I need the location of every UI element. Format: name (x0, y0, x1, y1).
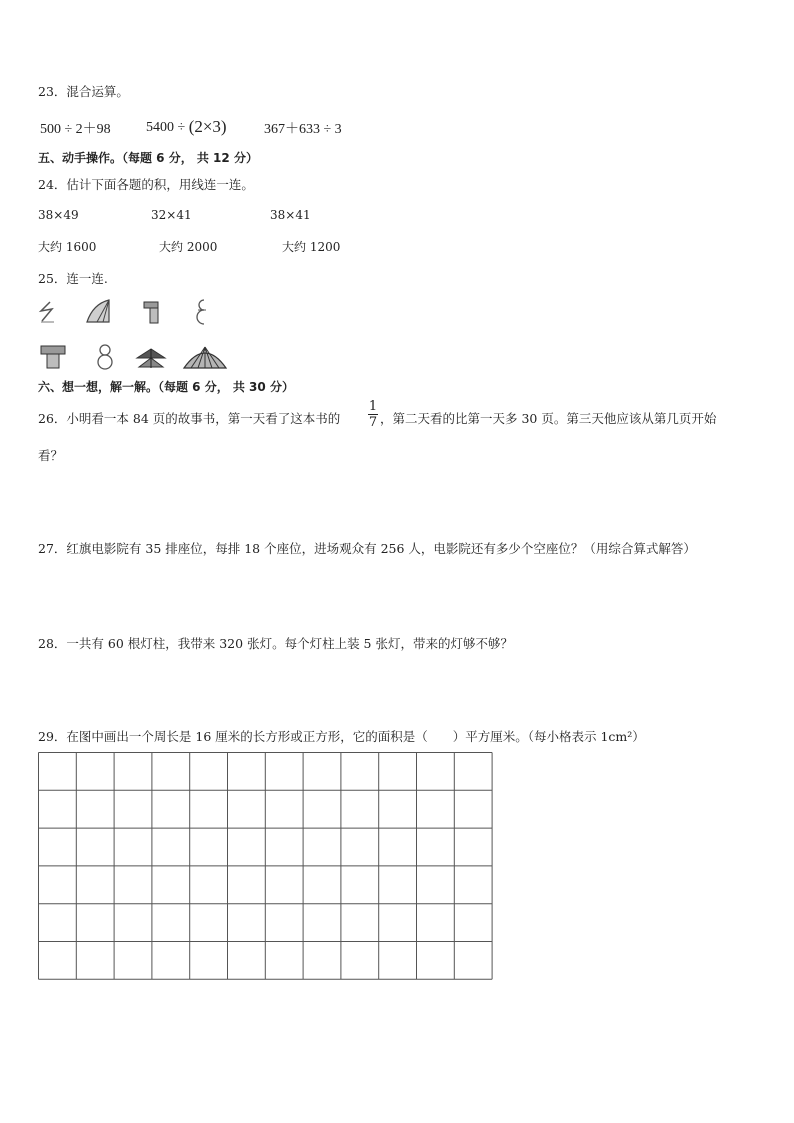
q25-title: 25．连一连. (38, 271, 108, 286)
half-umbrella-shape (85, 298, 113, 324)
q26-text-b: ，第二天看的比第一天多 30 页。第三天他应该从第几页开始 (380, 411, 717, 426)
q26-text-a: 26．小明看一本 84 页的故事书，第一天看了这本书的 (38, 411, 341, 426)
q23-title: 23．混合运算。 (38, 84, 129, 99)
q26-fraction-numerator: 1 (368, 399, 378, 414)
section5-title: 五、动手操作。（每题 6 分， 共 12 分） (38, 151, 258, 165)
q29-text: 29．在图中画出一个周长是 16 厘米的长方形或正方形，它的面积是（ ）平方厘米。（每小格表示 1cm²） (38, 729, 645, 744)
q24-estimate-3: 大约 1200 (282, 240, 341, 254)
q23-expression-2-a: 5400 ÷ (146, 120, 189, 135)
q24-product-2: 32×41 (151, 208, 192, 222)
q23-expression-1: 500 ÷ 2＋98 (40, 122, 111, 137)
q23-expression-2-b: (2×3) (188, 117, 227, 136)
q27-text: 27．红旗电影院有 35 排座位，每排 18 个座位，进场观众有 256 人，电影院还有多少个空座位？（用综合算式解答） (38, 541, 696, 556)
q24-product-3: 38×41 (270, 208, 311, 222)
q28-text: 28．一共有 60 根灯柱，我带来 320 张灯。每个灯柱上装 5 张灯，带来的灯够不够？ (38, 636, 513, 651)
half-butterfly-shape (38, 300, 60, 324)
half-house-shape (142, 298, 162, 326)
q26-text-c: 看？ (38, 448, 64, 463)
q24-title: 24．估计下面各题的积，用线连一连。 (38, 177, 254, 192)
q23-expression-2 (146, 117, 227, 137)
square-grid[interactable] (38, 752, 493, 981)
q24-estimate-2: 大约 2000 (159, 240, 218, 254)
half-snowman-shape (194, 298, 210, 326)
house-shape (38, 344, 68, 370)
q24-estimate-1: 大约 1600 (38, 240, 97, 254)
q26-fraction-denominator: 7 (368, 415, 378, 430)
q26-fraction (368, 400, 378, 429)
section6-title: 六、想一想，解一解。（每题 6 分， 共 30 分） (38, 380, 294, 394)
snowman-shape (96, 343, 114, 371)
umbrella-shape (182, 344, 228, 370)
q23-expression-3: 367＋633 ÷ 3 (264, 122, 342, 137)
butterfly-shape (134, 346, 168, 370)
q24-product-1: 38×49 (38, 208, 79, 222)
